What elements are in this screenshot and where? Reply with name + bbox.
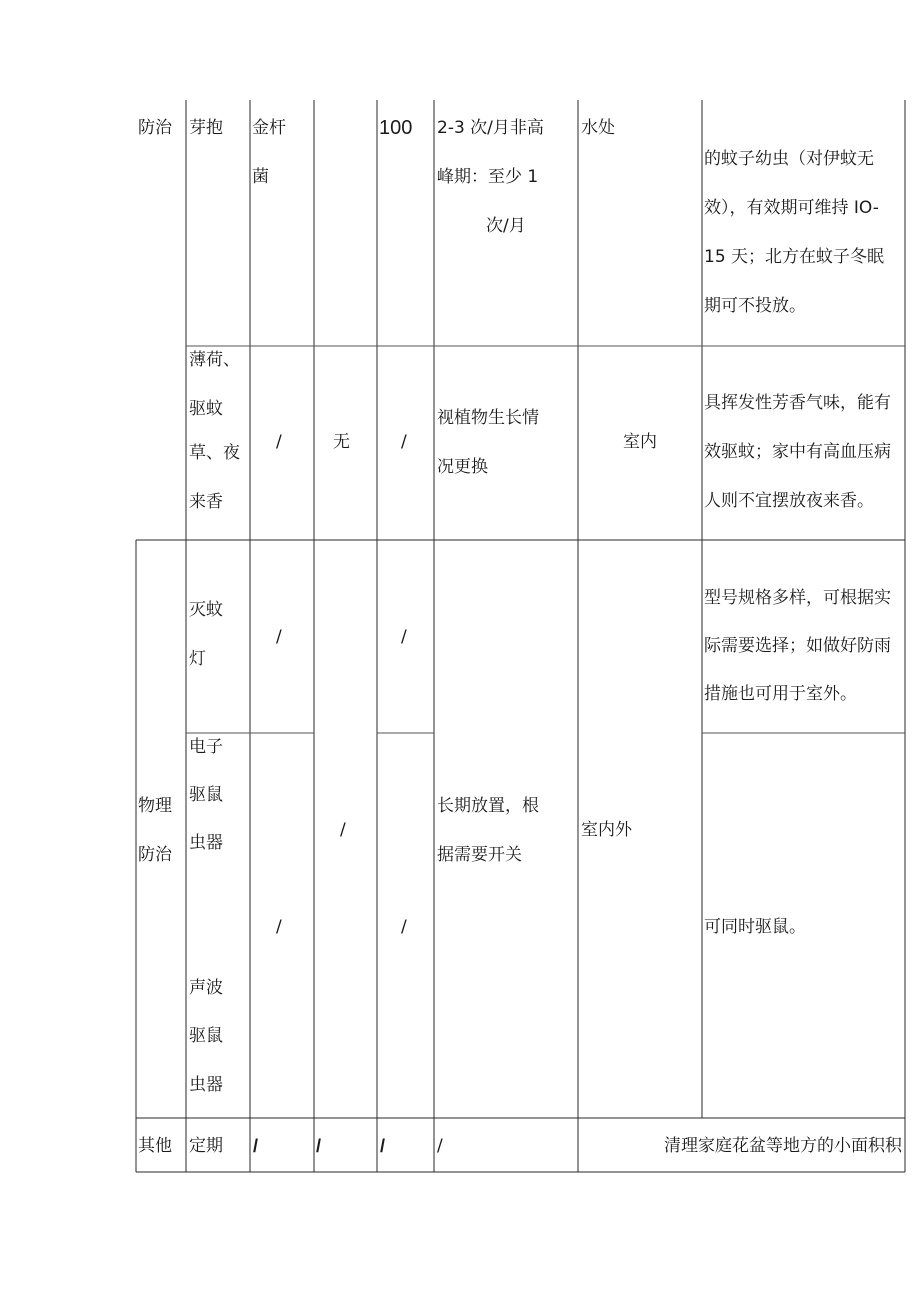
lamp-name-line1: 灭蚊 — [189, 600, 223, 620]
device2-name-line2: 驱鼠 — [189, 1026, 223, 1046]
lamp-note-line2: 际需要选择；如做好防雨 — [704, 636, 891, 656]
row2-toxicity: 无 — [333, 432, 350, 452]
row4-name: 定期 — [189, 1136, 223, 1156]
device1-name-line1: 电子 — [189, 737, 223, 757]
row1-agent-line2: 菌 — [252, 167, 269, 187]
row2-location: 室内 — [623, 432, 657, 452]
row3-frequency-line2: 据需要开关 — [437, 845, 522, 865]
row1-category: 防治 — [138, 118, 172, 138]
row4-category: 其他 — [138, 1136, 172, 1156]
lamp-note-line1: 型号规格多样，可根据实 — [704, 588, 891, 608]
row1-agent-line1: 金杆 — [252, 118, 286, 138]
row4-frequency: / — [437, 1136, 443, 1156]
row1-frequency-line3: 次/月 — [486, 216, 526, 236]
lamp-value: / — [401, 627, 407, 647]
row1-location: 水处 — [581, 118, 615, 138]
row3-category-line1: 物理 — [138, 796, 172, 816]
row4-toxicity: / — [316, 1136, 322, 1156]
row1-value: 100 — [379, 117, 413, 139]
device-note: 可同时驱鼠。 — [704, 917, 806, 937]
row4-agent: / — [253, 1136, 259, 1156]
lamp-agent: / — [276, 627, 282, 647]
row2-name-line4: 来香 — [189, 492, 223, 512]
row1-note-line2: 效），有效期可维持 IO- — [704, 198, 879, 218]
row2-frequency-line1: 视植物生长情 — [437, 408, 539, 428]
row3-frequency-line1: 长期放置，根 — [437, 796, 539, 816]
device-value: / — [401, 917, 407, 937]
row2-note-line3: 人则不宜摆放夜来香。 — [704, 491, 874, 511]
row2-frequency-line2: 况更换 — [437, 457, 488, 477]
row2-note-line2: 效驱蚊；家中有高血压病 — [704, 442, 891, 462]
row1-note-line3: 15 天；北方在蚊子冬眠 — [704, 247, 885, 267]
row4-value: / — [380, 1136, 386, 1156]
row2-name-line2: 驱蚊 — [189, 399, 223, 419]
row2-value: / — [401, 432, 407, 452]
row1-name: 芽抱 — [189, 118, 223, 138]
row4-note: 清理家庭花盆等地方的小面积积 — [664, 1136, 902, 1156]
device2-name-line3: 虫器 — [189, 1075, 223, 1095]
row2-name-line3: 草、夜 — [189, 443, 240, 463]
row1-frequency-line2: 峰期：至少 1 — [437, 167, 539, 187]
row2-agent: / — [276, 432, 282, 452]
row2-note-line1: 具挥发性芳香气味，能有 — [704, 393, 891, 413]
row3-category-line2: 防治 — [138, 845, 172, 865]
lamp-name-line2: 灯 — [189, 649, 206, 669]
device2-name-line1: 声波 — [189, 978, 223, 998]
row1-note-line4: 期可不投放。 — [704, 296, 806, 316]
device-agent: / — [276, 917, 282, 937]
device1-name-line3: 虫器 — [189, 833, 223, 853]
row3-location: 室内外 — [581, 820, 632, 840]
row1-note-line1: 的蚊子幼虫（对伊蚊无 — [704, 149, 874, 169]
lamp-note-line3: 措施也可用于室外。 — [704, 684, 857, 704]
row3-toxicity: / — [340, 820, 346, 840]
device1-name-line2: 驱鼠 — [189, 785, 223, 805]
row1-frequency-line1: 2-3 次/月非高 — [437, 118, 544, 138]
row2-name-line1: 薄荷、 — [189, 350, 240, 370]
